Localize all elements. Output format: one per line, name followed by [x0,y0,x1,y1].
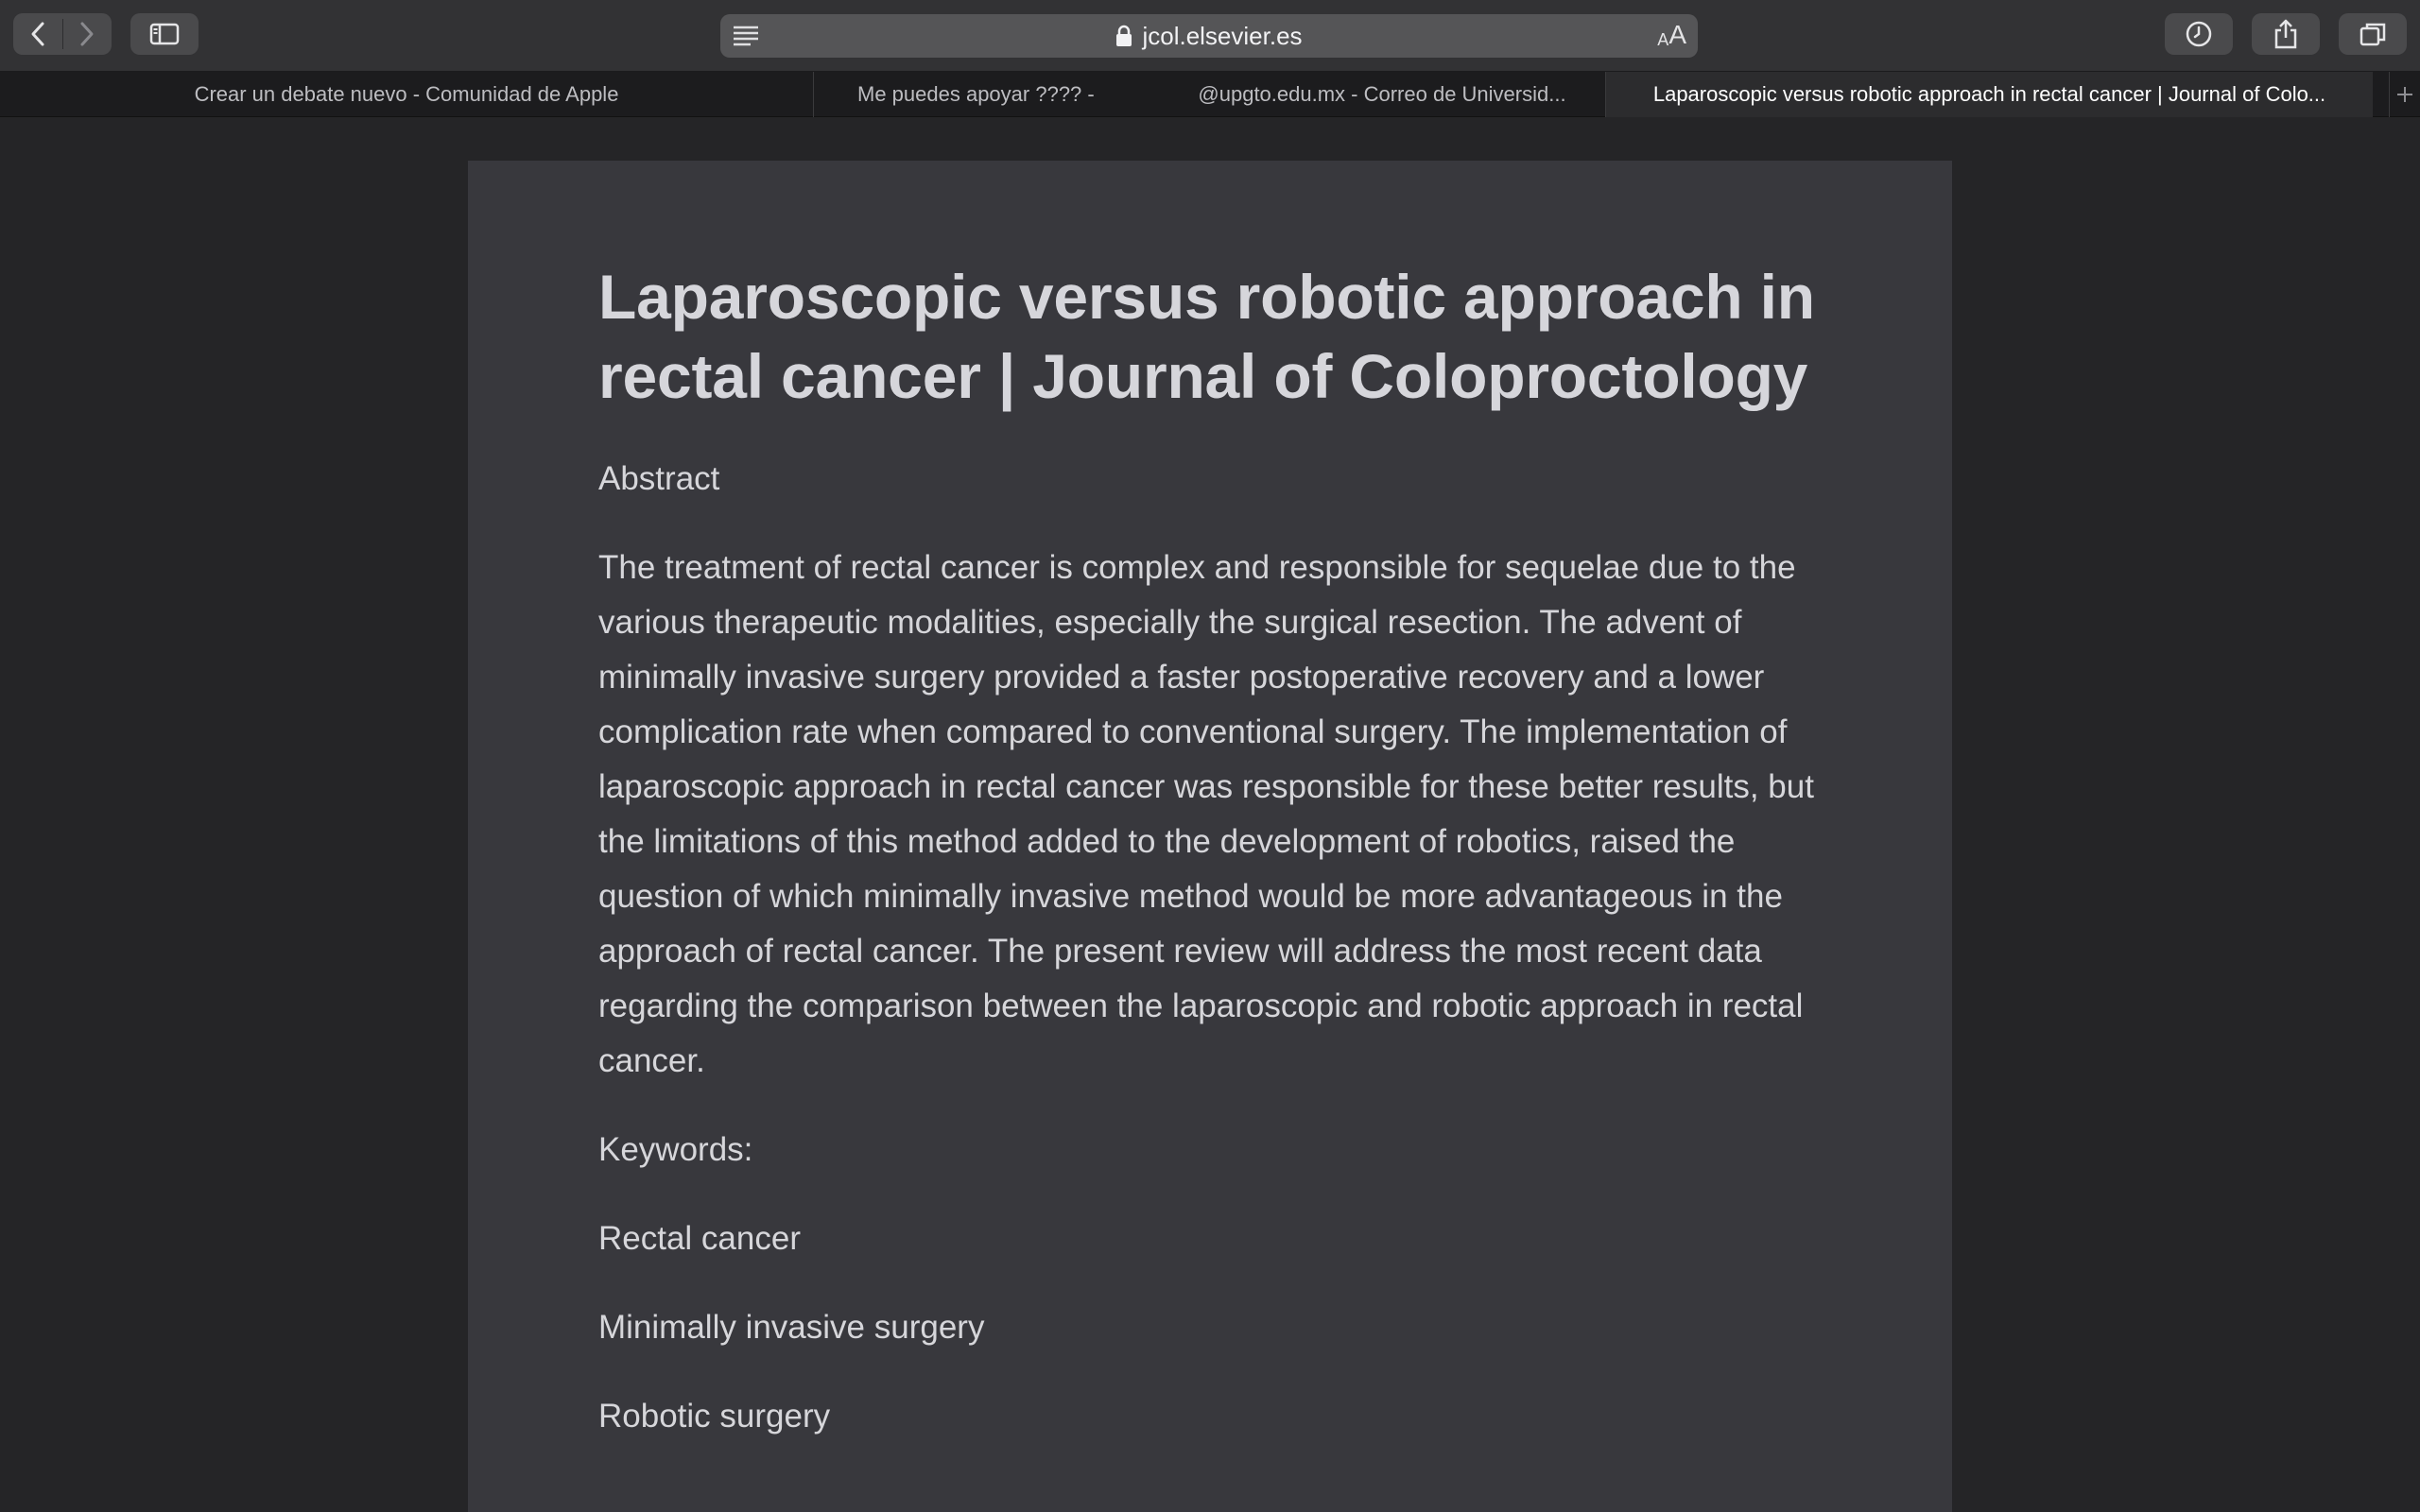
keyword-item: Minimally invasive surgery [598,1309,985,1346]
article [598,257,1827,1444]
tab-title: Crear un debate nuevo - Comunidad de Apple [194,82,619,106]
tab-bar [0,72,2420,117]
tab-title: @upgto.edu.mx - Correo de Universid... [1198,82,1566,106]
text-size-small-glyph: A [1657,30,1669,49]
tab-overview-button[interactable] [2339,13,2407,55]
history-button[interactable] [2165,13,2233,55]
share-icon [2273,19,2298,49]
url-text: jcol.elsevier.es [1142,21,1303,50]
text-size-button[interactable] [1657,14,1686,58]
lock-icon [1115,25,1132,47]
article-title: Laparoscopic versus robotic approach in rectal cancer | Journal of Coloproctology [598,262,1815,411]
share-button[interactable] [2252,13,2320,55]
chevron-left-icon [28,21,47,47]
tab-title: Me puedes apoyar ???? - [857,82,1095,106]
back-button[interactable] [13,13,62,55]
clock-icon [2185,20,2213,48]
url-display[interactable] [720,14,1698,58]
abstract-text: The treatment of rectal cancer is complex and responsible for sequelae due to the various therapeutic modalities, especially the surgical resection. The advent of minimally invasive surgery provided a faster postoperative recovery and a lower complication rate when compared to conventional surgery. The implementation of laparoscopic approach in rectal cancer was responsible for these better results, but the limitations of this method added to the development of robotics, raised the question of which minimally invasive method would be more advantageous in the approach of rectal cancer. The present review will address the most recent data regarding the comparison between the laparoscopic and robotic approach in rectal cancer. [598,549,1814,1079]
reader-page [468,161,1952,1512]
abstract-label: Abstract [598,460,720,497]
keyword-item: Robotic surgery [598,1398,831,1435]
browser-toolbar [0,0,2420,72]
tab-title: Laparoscopic versus robotic approach in rectal cancer | Journal of Colo... [1652,82,2326,106]
plus-icon [2395,85,2414,104]
address-bar[interactable] [720,14,1698,58]
tab-upgto-mail[interactable] [1172,72,1592,117]
navigation-buttons [13,13,112,55]
sidebar-icon [149,23,180,45]
chevron-right-icon [78,21,96,47]
tab-laparoscopic-article[interactable] [1606,72,2373,117]
keywords-label: Keywords: [598,1131,753,1168]
tab-apple-community[interactable] [0,72,813,117]
text-size-large-glyph: A [1668,20,1686,49]
forward-button[interactable] [62,13,112,55]
tabs-overview-icon [2359,21,2387,47]
new-tab-button[interactable] [2389,72,2420,117]
keyword-item: Rectal cancer [598,1220,801,1257]
sidebar-button[interactable] [130,13,199,55]
